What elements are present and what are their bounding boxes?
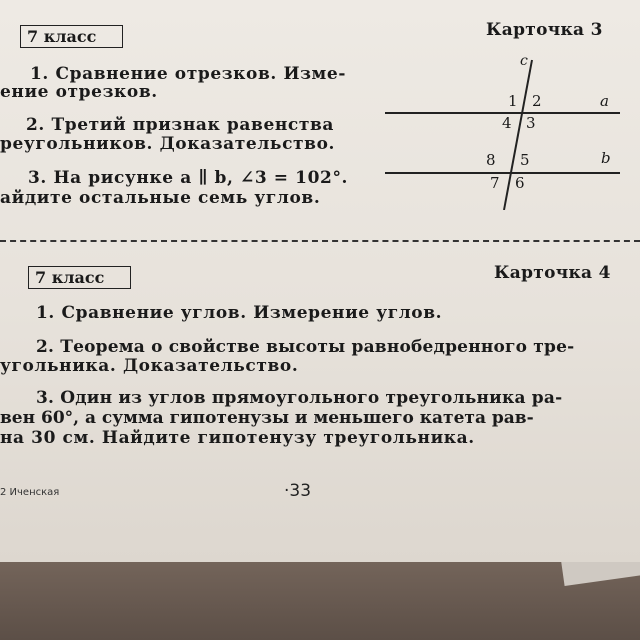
card-4-line-3: угольника. Доказательство. [0, 356, 299, 376]
label-c: c [520, 53, 528, 69]
footer-author: 2 Иченская [0, 487, 60, 498]
parallel-lines-figure [380, 50, 630, 210]
angle-6: 6 [515, 174, 525, 192]
card-3-grade-box: 7 класс [20, 25, 123, 48]
angle-5: 5 [520, 151, 530, 169]
cut-line-divider [0, 240, 640, 242]
label-b: b [601, 149, 611, 167]
page-number: ·33 [284, 481, 312, 501]
card-3-line-1: 1. Сравнение отрезков. Изме- [30, 64, 346, 84]
card-4-grade-box: 7 класс [28, 266, 131, 289]
angle-2: 2 [532, 92, 542, 110]
angle-7: 7 [490, 174, 500, 192]
card-3-line-4: реугольников. Доказательство. [0, 134, 336, 154]
card-4-line-5: вен 60°, а сумма гипотенузы и меньшего катета рав- [0, 408, 534, 428]
card-3-line-3: 2. Третий признак равенства [26, 115, 335, 135]
card-3-line-5: 3. На рисунке a ∥ b, ∠3 = 102°. [28, 168, 349, 188]
card-3-line-2: ение отрезков. [0, 82, 158, 102]
card-4-title: Карточка 4 [494, 263, 611, 283]
card-4-line-4: 3. Один из углов прямоугольного треугольника ра- [36, 388, 563, 408]
label-a: a [600, 92, 609, 110]
angle-8: 8 [486, 151, 496, 169]
card-3-title: Карточка 3 [486, 20, 603, 40]
angle-4: 4 [502, 114, 512, 132]
card-4-line-6: на 30 см. Найдите гипотенузу треугольника. [0, 428, 475, 448]
card-4-line-1: 1. Сравнение углов. Измерение углов. [36, 303, 443, 323]
card-3-line-6: айдите остальные семь углов. [0, 188, 321, 208]
card-4-line-2: 2. Теорема о свойстве высоты равнобедренного тре- [36, 337, 575, 357]
angle-3: 3 [526, 114, 536, 132]
angle-1: 1 [508, 92, 518, 110]
